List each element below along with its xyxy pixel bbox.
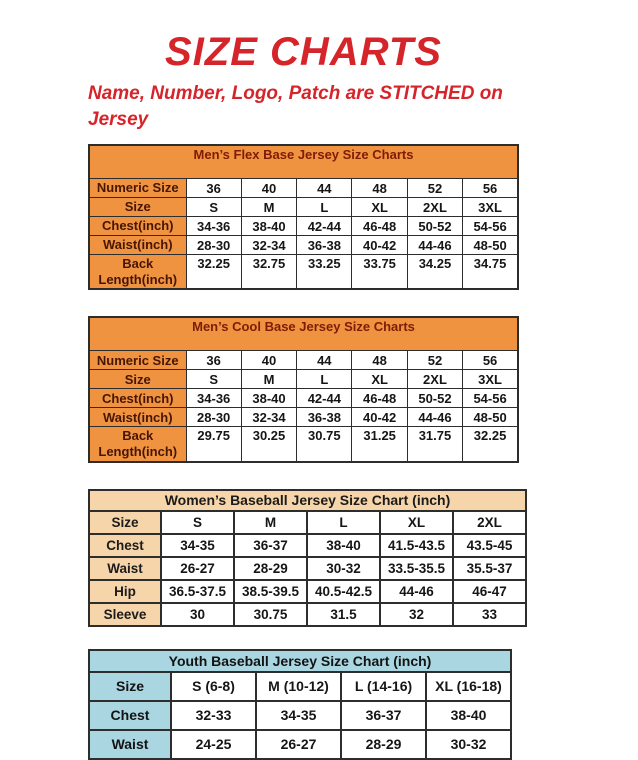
row-header-cell: Size (89, 370, 186, 389)
data-cell: 54-56 (463, 217, 518, 236)
data-cell: 34-36 (186, 217, 241, 236)
page-subtitle: Name, Number, Logo, Patch are STITCHED on Jersey (88, 83, 503, 130)
data-cell: 36.5-37.5 (161, 580, 234, 603)
row-header-cell: Back Length(inch) (89, 255, 186, 290)
row-header-cell: Size (89, 198, 186, 217)
table-row (89, 217, 518, 236)
table-title-row (89, 650, 511, 672)
table-row (89, 672, 511, 701)
data-cell: 38-40 (241, 389, 296, 408)
table-row (89, 603, 526, 626)
table-row (89, 408, 518, 427)
data-cell: M (241, 198, 296, 217)
data-cell: 44-46 (407, 408, 462, 427)
data-cell: 30-32 (307, 557, 380, 580)
data-cell: L (297, 198, 352, 217)
data-cell: 48-50 (463, 236, 518, 255)
data-cell: 40.5-42.5 (307, 580, 380, 603)
row-header-cell: Numeric Size (89, 179, 186, 198)
row-header-cell: Sleeve (89, 603, 161, 626)
data-cell: 48-50 (463, 408, 518, 427)
table-row (89, 351, 518, 370)
data-cell: 44-46 (407, 236, 462, 255)
data-cell: 26-27 (161, 557, 234, 580)
data-cell: 30.25 (241, 427, 296, 462)
data-cell: 28-29 (341, 730, 426, 759)
table-row (89, 255, 518, 290)
table-row (89, 427, 518, 462)
data-cell: 28-29 (234, 557, 307, 580)
row-header-cell: Chest(inch) (89, 217, 186, 236)
row-header-cell: Hip (89, 580, 161, 603)
data-cell: 32-33 (171, 701, 256, 730)
data-cell: 30-32 (426, 730, 511, 759)
data-cell: 41.5-43.5 (380, 534, 453, 557)
data-cell: 40 (241, 351, 296, 370)
data-cell: 44-46 (380, 580, 453, 603)
row-header-cell: Size (89, 672, 171, 701)
data-cell: 32-34 (241, 408, 296, 427)
data-cell: 34-35 (161, 534, 234, 557)
data-cell: 48 (352, 351, 407, 370)
data-cell: XL (352, 370, 407, 389)
row-header-cell: Waist(inch) (89, 408, 186, 427)
table-title: Men’s Cool Base Jersey Size Charts (89, 317, 518, 351)
data-cell: 46-48 (352, 389, 407, 408)
data-cell: 46-47 (453, 580, 526, 603)
data-cell: 38.5-39.5 (234, 580, 307, 603)
table-title: Youth Baseball Jersey Size Chart (inch) (89, 650, 511, 672)
data-cell: 56 (463, 179, 518, 198)
table-row (89, 198, 518, 217)
data-cell: 36 (186, 351, 241, 370)
data-cell: 33 (453, 603, 526, 626)
data-cell: 56 (463, 351, 518, 370)
data-cell: 32.25 (186, 255, 241, 290)
size-table-mens-cool-base (88, 316, 519, 462)
data-cell: 38-40 (241, 217, 296, 236)
data-cell: 40 (241, 179, 296, 198)
data-cell: 36-37 (234, 534, 307, 557)
data-cell: 40-42 (352, 408, 407, 427)
data-cell: 30 (161, 603, 234, 626)
data-cell: 29.75 (186, 427, 241, 462)
row-header-cell: Size (89, 511, 161, 534)
data-cell: 35.5-37 (453, 557, 526, 580)
data-cell: 34-36 (186, 389, 241, 408)
data-cell: 43.5-45 (453, 534, 526, 557)
table-title: Women’s Baseball Jersey Size Chart (inch) (89, 490, 526, 511)
table-title-row (89, 490, 526, 511)
data-cell: 44 (297, 179, 352, 198)
row-header-cell: Back Length(inch) (89, 427, 186, 462)
data-cell: 28-30 (186, 408, 241, 427)
table-title-row (89, 317, 518, 351)
data-cell: 2XL (407, 198, 462, 217)
data-cell: S (186, 198, 241, 217)
data-cell: 34.75 (463, 255, 518, 290)
row-header-cell: Chest(inch) (89, 389, 186, 408)
data-cell: 34.25 (407, 255, 462, 290)
table-row (89, 534, 526, 557)
page-title: SIZE CHARTS (165, 30, 442, 74)
data-cell: 40-42 (352, 236, 407, 255)
row-header-cell: Waist (89, 730, 171, 759)
data-cell: 54-56 (463, 389, 518, 408)
data-cell: 28-30 (186, 236, 241, 255)
table-row (89, 557, 526, 580)
table-row (89, 179, 518, 198)
data-cell: L (307, 511, 380, 534)
data-cell: 46-48 (352, 217, 407, 236)
row-header-cell: Chest (89, 701, 171, 730)
data-cell: 31.75 (407, 427, 462, 462)
row-header-cell: Numeric Size (89, 351, 186, 370)
data-cell: XL (380, 511, 453, 534)
data-cell: S (161, 511, 234, 534)
data-cell: 42-44 (297, 217, 352, 236)
table-row (89, 370, 518, 389)
data-cell: 36-38 (297, 236, 352, 255)
data-cell: 30.75 (297, 427, 352, 462)
data-cell: 2XL (407, 370, 462, 389)
data-cell: 32.25 (463, 427, 518, 462)
data-cell: 42-44 (297, 389, 352, 408)
data-cell: 26-27 (256, 730, 341, 759)
data-cell: 38-40 (307, 534, 380, 557)
size-tables-container (88, 144, 638, 759)
data-cell: 34-35 (256, 701, 341, 730)
data-cell: 33.75 (352, 255, 407, 290)
data-cell: S (6-8) (171, 672, 256, 701)
data-cell: 24-25 (171, 730, 256, 759)
table-row (89, 511, 526, 534)
data-cell: 33.25 (297, 255, 352, 290)
data-cell: 32 (380, 603, 453, 626)
data-cell: M (10-12) (256, 672, 341, 701)
data-cell: 31.25 (352, 427, 407, 462)
table-title: Men’s Flex Base Jersey Size Charts (89, 145, 518, 179)
table-row (89, 389, 518, 408)
data-cell: 31.5 (307, 603, 380, 626)
table-row (89, 730, 511, 759)
data-cell: 36-37 (341, 701, 426, 730)
table-row (89, 701, 511, 730)
data-cell: 36 (186, 179, 241, 198)
data-cell: 52 (407, 351, 462, 370)
data-cell: XL (16-18) (426, 672, 511, 701)
table-row (89, 580, 526, 603)
size-table-womens-baseball (88, 489, 527, 627)
data-cell: 44 (297, 351, 352, 370)
data-cell: 48 (352, 179, 407, 198)
data-cell: 50-52 (407, 389, 462, 408)
data-cell: M (234, 511, 307, 534)
table-row (89, 236, 518, 255)
data-cell: 3XL (463, 198, 518, 217)
data-cell: M (241, 370, 296, 389)
data-cell: 33.5-35.5 (380, 557, 453, 580)
data-cell: 32.75 (241, 255, 296, 290)
data-cell: 2XL (453, 511, 526, 534)
data-cell: 50-52 (407, 217, 462, 236)
size-table-youth-baseball (88, 649, 512, 760)
row-header-cell: Waist(inch) (89, 236, 186, 255)
data-cell: 3XL (463, 370, 518, 389)
size-table-mens-flex-base (88, 144, 519, 290)
data-cell: 52 (407, 179, 462, 198)
data-cell: S (186, 370, 241, 389)
table-title-row (89, 145, 518, 179)
data-cell: 38-40 (426, 701, 511, 730)
data-cell: L (297, 370, 352, 389)
row-header-cell: Waist (89, 557, 161, 580)
data-cell: 32-34 (241, 236, 296, 255)
data-cell: 30.75 (234, 603, 307, 626)
data-cell: L (14-16) (341, 672, 426, 701)
data-cell: XL (352, 198, 407, 217)
data-cell: 36-38 (297, 408, 352, 427)
row-header-cell: Chest (89, 534, 161, 557)
